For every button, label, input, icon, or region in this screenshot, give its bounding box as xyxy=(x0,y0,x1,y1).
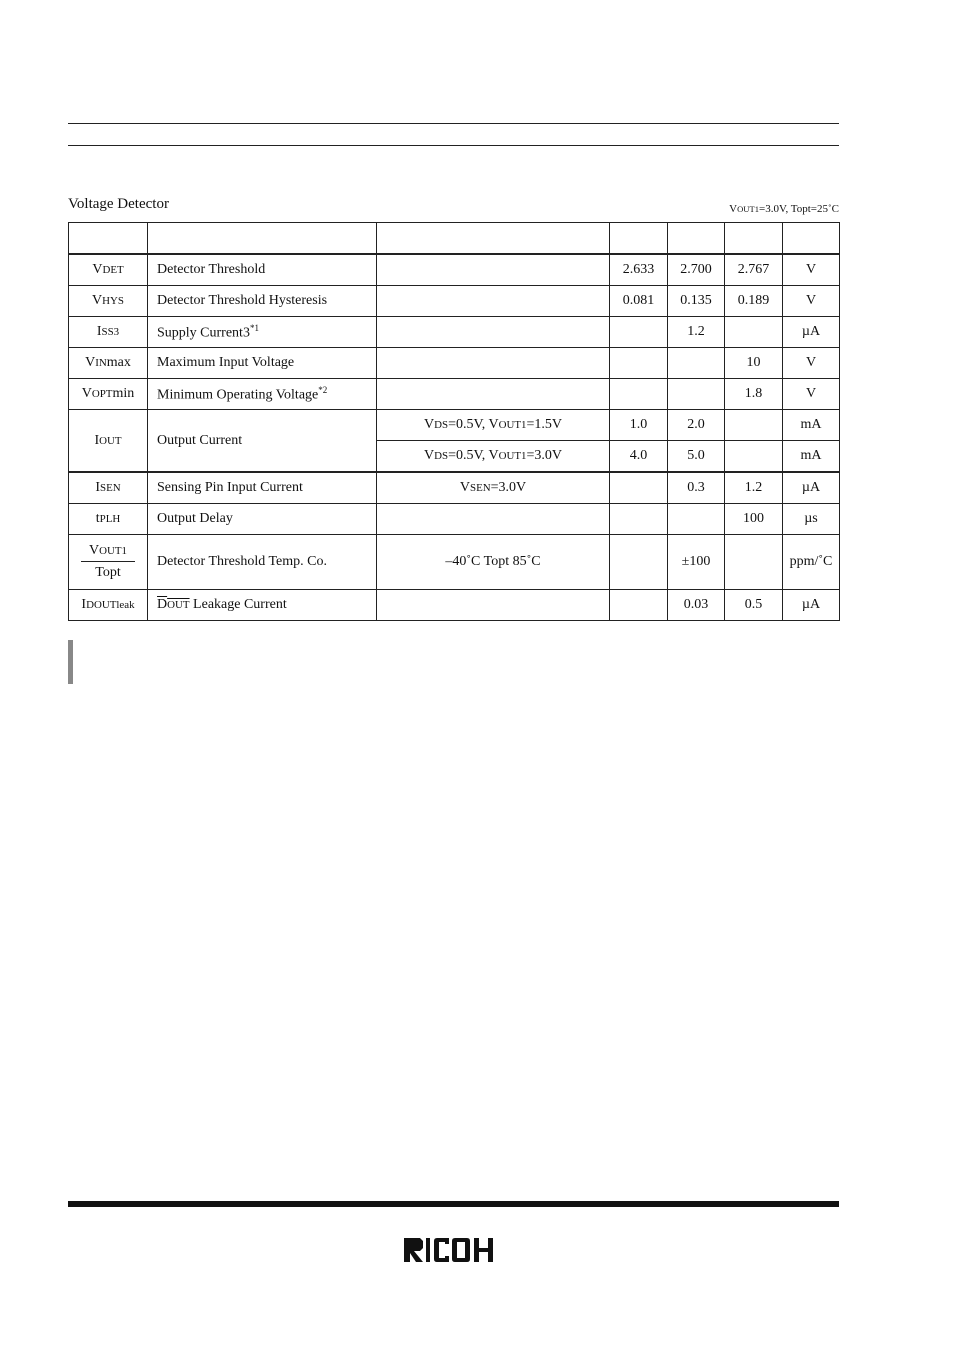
min-cell xyxy=(610,472,668,504)
max-cell: 2.767 xyxy=(725,254,783,286)
typ-cell xyxy=(668,348,725,379)
typ-cell: 2.700 xyxy=(668,254,725,286)
unit-cell: µA xyxy=(783,590,840,621)
typ-cell: 0.135 xyxy=(668,286,725,317)
electrical-characteristics-table xyxy=(68,222,840,621)
section-title: Voltage Detector xyxy=(68,196,169,212)
table-row xyxy=(69,348,840,379)
table-row xyxy=(69,317,840,348)
min-cell: 1.0 xyxy=(610,410,668,441)
item-cell: Sensing Pin Input Current xyxy=(148,472,377,504)
fraction: $\frac{\text{VOUT1}}{\text{Topt}}$ xyxy=(81,543,135,581)
typ-cell xyxy=(668,379,725,410)
min-cell xyxy=(610,590,668,621)
symbol-cell: tPLH xyxy=(69,504,148,535)
condition-cell xyxy=(377,286,610,317)
header-cell xyxy=(725,223,783,255)
max-cell: 1.8 xyxy=(725,379,783,410)
unit-cell: mA xyxy=(783,410,840,441)
table-row xyxy=(69,535,840,590)
condition-cell: VSEN=3.0V xyxy=(377,472,610,504)
min-cell xyxy=(610,379,668,410)
condition-cell: VDS=0.5V, VOUT1=3.0V xyxy=(377,441,610,473)
typ-cell: 1.2 xyxy=(668,317,725,348)
max-cell xyxy=(725,535,783,590)
condition-cell xyxy=(377,348,610,379)
symbol-cell xyxy=(69,535,148,590)
item-cell: Supply Current3$^{*1}$ xyxy=(148,317,377,348)
footer-rule xyxy=(68,1201,839,1207)
typ-cell: 5.0 xyxy=(668,441,725,473)
unit-cell: mA xyxy=(783,441,840,473)
min-cell xyxy=(610,317,668,348)
table-row xyxy=(69,472,840,504)
table-row xyxy=(69,410,840,441)
item-cell: Detector Threshold xyxy=(148,254,377,286)
header-cell xyxy=(783,223,840,255)
table-row xyxy=(69,379,840,410)
table-row xyxy=(69,254,840,286)
symbol-cell: IOUT xyxy=(69,410,148,473)
table-row xyxy=(69,504,840,535)
symbol-cell: VINmax xyxy=(69,348,148,379)
header-cell xyxy=(668,223,725,255)
condition-cell xyxy=(377,504,610,535)
item-cell: DOUT Leakage Current xyxy=(148,590,377,621)
header-cell xyxy=(69,223,148,255)
table-row xyxy=(69,286,840,317)
typ-cell: 0.3 xyxy=(668,472,725,504)
test-conditions: VOUT1=3.0V, Topt=25˚C xyxy=(729,203,839,215)
table-header-row xyxy=(69,223,840,255)
condition-cell xyxy=(377,590,610,621)
typ-cell: 2.0 xyxy=(668,410,725,441)
header-cell xyxy=(148,223,377,255)
condition-cell xyxy=(377,317,610,348)
condition-cell: VDS=0.5V, VOUT1=1.5V xyxy=(377,410,610,441)
typ-cell: 0.03 xyxy=(668,590,725,621)
section-marker xyxy=(68,640,73,684)
item-cell: Maximum Input Voltage xyxy=(148,348,377,379)
condition-cell xyxy=(377,254,610,286)
max-cell: 1.2 xyxy=(725,472,783,504)
typ-cell: ±100 xyxy=(668,535,725,590)
max-cell: 100 xyxy=(725,504,783,535)
min-cell xyxy=(610,535,668,590)
min-cell: 4.0 xyxy=(610,441,668,473)
unit-cell: µA xyxy=(783,317,840,348)
item-cell: Detector Threshold Temp. Co. xyxy=(148,535,377,590)
item-cell: Output Current xyxy=(148,410,377,473)
item-cell: Output Delay xyxy=(148,504,377,535)
item-cell: Detector Threshold Hysteresis xyxy=(148,286,377,317)
unit-cell: V xyxy=(783,348,840,379)
condition-cell: –40˚C Topt 85˚C xyxy=(377,535,610,590)
unit-cell: ppm/˚C xyxy=(783,535,840,590)
max-cell: 0.5 xyxy=(725,590,783,621)
max-cell xyxy=(725,441,783,473)
symbol-cell: VDET xyxy=(69,254,148,286)
unit-cell: µA xyxy=(783,472,840,504)
max-cell: 10 xyxy=(725,348,783,379)
symbol-cell: VHYS xyxy=(69,286,148,317)
ricoh-logo xyxy=(404,1236,504,1264)
max-cell: 0.189 xyxy=(725,286,783,317)
unit-cell: V xyxy=(783,379,840,410)
unit-cell: µs xyxy=(783,504,840,535)
symbol-cell: ISEN xyxy=(69,472,148,504)
header-cell xyxy=(610,223,668,255)
unit-cell: V xyxy=(783,254,840,286)
symbol-cell: VOPTmin xyxy=(69,379,148,410)
min-cell: 2.633 xyxy=(610,254,668,286)
item-cell: Minimum Operating Voltage$^{*2}$ xyxy=(148,379,377,410)
max-cell xyxy=(725,410,783,441)
min-cell xyxy=(610,348,668,379)
symbol-cell: ISS3 xyxy=(69,317,148,348)
min-cell: 0.081 xyxy=(610,286,668,317)
header-rule-bottom xyxy=(68,145,839,146)
typ-cell xyxy=(668,504,725,535)
header-cell xyxy=(377,223,610,255)
header-rule-top xyxy=(68,123,839,124)
symbol-cell: IDOUTleak xyxy=(69,590,148,621)
max-cell xyxy=(725,317,783,348)
min-cell xyxy=(610,504,668,535)
condition-cell xyxy=(377,379,610,410)
table-row xyxy=(69,590,840,621)
unit-cell: V xyxy=(783,286,840,317)
